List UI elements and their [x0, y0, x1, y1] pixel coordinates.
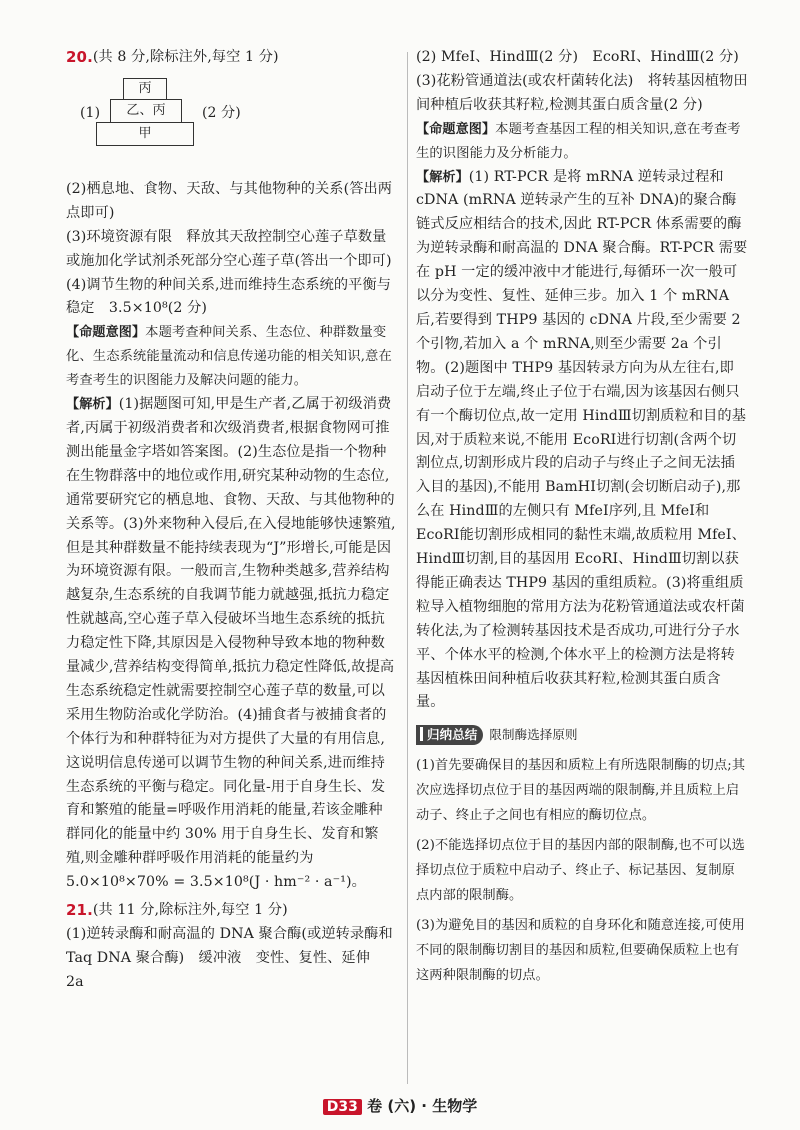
- pyramid-label: (1): [80, 104, 101, 121]
- q20-analysis: [66, 393, 396, 895]
- q21-intent-text: 本题考查基因工程的相关知识,意在考查考生的识图能力及分析能力。: [416, 121, 741, 161]
- pyramid-middle: 乙、丙: [110, 99, 182, 123]
- analysis-tag: 【解析】: [66, 397, 119, 413]
- pyramid-bottom: 甲: [96, 122, 194, 146]
- intent-tag: 【命题意图】: [416, 121, 496, 137]
- q21-answer-1: (1)逆转录酶和耐高温的 DNA 聚合酶(或逆转录酶和 Taq DNA 聚合酶) 缓冲液 变性、复性、延伸 2a: [66, 926, 393, 990]
- q20-number: 20.: [66, 48, 93, 66]
- q20-analysis-text: (1)据题图可知,甲是生产者,乙属于初级消费者,丙属于初级消费者和次级消费者,根据食物网可推测出能量金字塔如答案图。(2)生态位是指一个物种在生物群落中的地位或作用,研究某种动物的生态位,通常要研究它的栖息地、食物、天敌、与其他物种的关系等。(3)外来物种入侵后,在入侵地能够快速繁殖,但是其种群数量不能持续表现为“J”形增长,可能是因为环境资源有限。一般而言,生物种类越多,营养结构越复杂,生态系统的自我调节能力就越强,抵抗力稳定性就越高,空心莲子草入侵破坏当地生态系统的抵抗力稳定性下降,其原因是入侵物种导致本地的物种数量减少,营养结构变得简单,抵抗力稳定性降低,故提高生态系统稳定性就需要控制空心莲子草的数量,可以采用生物防治或化学防治。(4)捕食者与被捕食者的个体行为和种群特征为对方提供了大量的有用信息,这说明信息传递可以调节生物的种间关系,进而维持生态系统的平衡与稳定。同化量-用于自身生长、发育和繁殖的能量=呼吸作用消耗的能量,若该金雕种群同化的能量中约 30% 用于自身生长、发育和繁殖,则金雕种群呼吸作用消耗的能量约为 5.0×10⁸×70% = 3.5×10⁸(J · hm⁻² · a⁻¹)。: [66, 396, 396, 891]
- q20-answer-3: (3)环境资源有限 释放其天敌控制空心莲子草数量或施加化学试剂杀死部分空心莲子草(答出一个即可): [66, 228, 392, 269]
- pyramid-top: 丙: [123, 78, 167, 100]
- q21-header: [66, 899, 396, 923]
- q21-answer-2: (2) MfeⅠ、HindⅢ(2 分) EcoRⅠ、HindⅢ(2 分): [416, 49, 739, 65]
- summary-title: 限制酶选择原则: [489, 727, 578, 743]
- summary-box: [416, 723, 748, 988]
- q21-analysis-text: (1) RT-PCR 是将 mRNA 逆转录过程和 cDNA (mRNA 逆转录产生的互补 DNA)的聚合酶链式反应相结合的技术,因此 RT-PCR 体系需要的酶为逆转录酶和耐高温的 DNA 聚合酶。RT-PCR 需要在 pH 一定的缓冲液中才能进行,每循环一次一般可以分为变性、复性、延伸三步。加入 1 个 mRNA 后,若要得到 THP9 基因的 cDNA 片段,至少需要 2 个引物,若加入 a 个 mRNA,则至少需要 2a 个引物。(2)题图中 THP9 基因转录方向为从左往右,即启动子位于左端,终止子位于右端,因为该基因右侧只有一个酶切位点,故一定用 HindⅢ切割质粒和目的基因,对于质粒来说,不能用 EcoRⅠ进行切割(含两个切割位点,切割形成片段的启动子与终止子之间无法插入目的基因),不能用 BamHⅠ切割(会切断启动子),那么在 HindⅢ的左侧只有 MfeⅠ序列,且 MfeⅠ和 EcoRⅠ能切割形成相同的黏性末端,故质粒用 MfeⅠ、HindⅢ切割,目的基因用 EcoRⅠ、HindⅢ切割以获得能正确表达 THP9 基因的重组质粒。(3)将重组质粒导入植物细胞的常用方法为花粉管通道法或农杆菌转化法,为了检测转基因技术是否成功,可进行分子水平、个体水平的检测,个体水平上的检测方法是将转基因植株田间种植后收获其籽粒,检测其蛋白质含量。: [416, 168, 748, 711]
- analysis-tag: 【解析】: [416, 169, 469, 185]
- page-code: D33: [323, 1099, 362, 1115]
- summary-point: (2)不能选择切点位于目的基因内部的限制酶,也不可以选择切点位于质粒中启动子、终止子、标记基因、复制原点内部的限制酶。: [416, 838, 745, 904]
- q20-answer-4: (4)调节生物的种间关系,进而维持生态系统的平衡与稳定 3.5×10⁸(2 分): [66, 276, 392, 317]
- q21-intent: [416, 118, 748, 166]
- footer-text: 卷 (六) · 生物学: [367, 1097, 478, 1115]
- left-column: [66, 46, 396, 995]
- summary-point: (1)首先要确保目的基因和质粒上有所选限制酶的切点;其次应选择切点位于目的基因两端的限制酶,并且质粒上启动子、终止子之间也有相应的酶切位点。: [416, 758, 746, 824]
- q20-header: [66, 46, 396, 70]
- pyramid-score: (2 分): [202, 104, 241, 121]
- summary-point: (3)为避免目的基因和质粒的自身环化和随意连接,可使用不同的限制酶切割目的基因和质粒,但要确保质粒上也有这两种限制酶的切点。: [416, 918, 745, 984]
- q20-score-note: (共 8 分,除标注外,每空 1 分): [92, 49, 279, 65]
- q21-number: 21.: [66, 901, 93, 920]
- q20-answer-2: (2)栖息地、食物、天敌、与其他物种的关系(答出两点即可): [66, 180, 393, 221]
- q21-analysis: [416, 166, 748, 716]
- column-divider: [407, 52, 408, 1084]
- summary-heading: [416, 723, 748, 748]
- q20-intent-text: 本题考查种间关系、生态位、种群数量变化、生态系统能量流动和信息传递功能的相关知识,意在考查考生的识图能力及解决问题的能力。: [66, 325, 392, 389]
- q20-intent: [66, 321, 396, 393]
- page-footer: [0, 1095, 800, 1116]
- intent-tag: 【命题意图】: [66, 325, 146, 341]
- energy-pyramid: [66, 74, 396, 174]
- summary-badge: 归纳总结: [416, 725, 483, 745]
- right-column: [416, 46, 748, 988]
- q21-answer-3: (3)花粉管通道法(或农杆菌转化法) 将转基因植物田间种植后收获其籽粒,检测其蛋白质含量(2 分): [416, 72, 748, 113]
- q21-score-note: (共 11 分,除标注外,每空 1 分): [92, 902, 288, 919]
